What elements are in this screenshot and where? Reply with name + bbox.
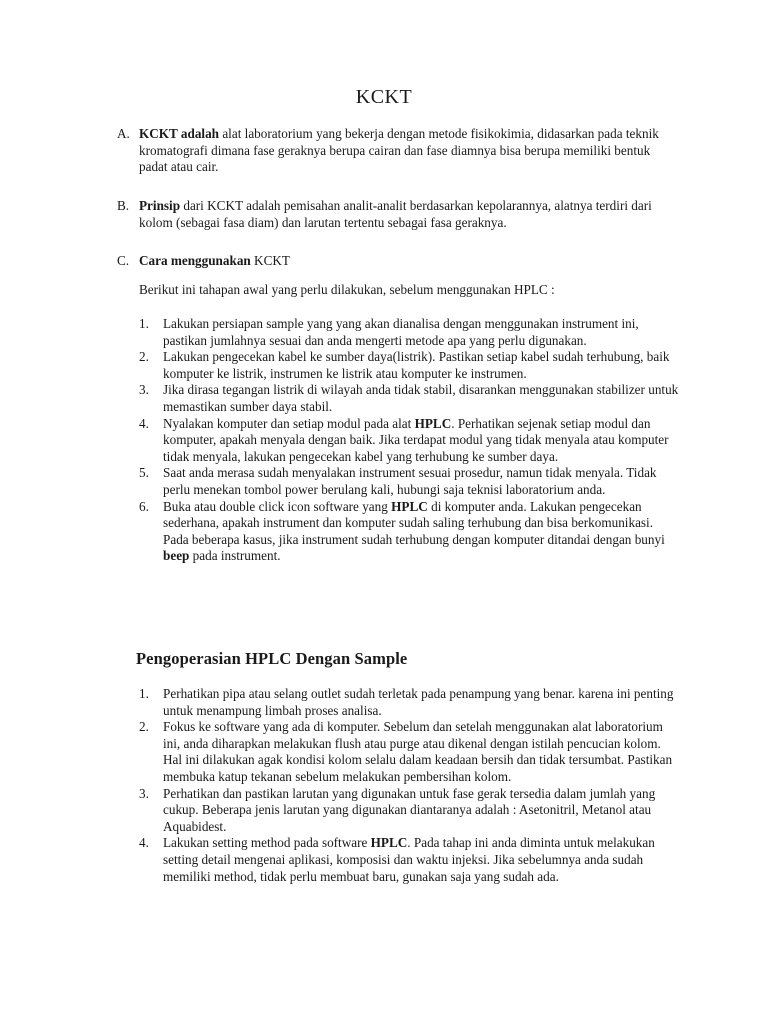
list-item-number: 3. [139,785,149,801]
list-item-bold-beep: beep [163,548,190,564]
section-a-bold: KCKT [139,126,178,141]
list-item-number: 5. [139,465,149,481]
section-c-steps [139,316,679,565]
list-item-number: 2. [139,719,149,735]
list-item [139,465,679,498]
list-item-number: 4. [139,835,149,851]
section-c-letter: C. [117,253,130,268]
section-a [117,126,677,176]
section-a-bold-2: adalah [177,126,220,141]
section-b-text [139,198,677,231]
list-item [139,786,679,836]
list-item-bold: HPLC [391,498,428,514]
list-item [139,835,679,885]
list-item [139,349,679,382]
list-item-text-rest: . Perhatikan sejenak setiap modul dan komputer, apakah menyala dengan baik. Jika terdapat modul yang tidak menyala atau komputer tidak menyala, lakukan pengecekan kabel yang terhubung ke sumber daya. [163,415,669,464]
list-item-number: 1. [139,316,149,331]
list-item [139,499,679,565]
list-item-number: 3. [139,382,149,398]
list-item [139,686,679,719]
list-item-text: Lakukan pengecekan kabel ke sumber daya(listrik). Pastikan setiap kabel sudah terhubung, baik komputer ke listrik, instrumen ke listrik atau komputer ke instrumen. [163,349,670,381]
list-item-text: Perhatikan dan pastikan larutan yang digunakan untuk fase gerak tersedia dalam jumlah yang cukup. Beberapa jenis larutan yang digunakan diantaranya adalah : Asetonitril, Metanol atau Aquabidest. [163,785,656,834]
list-item-bold: HPLC [414,415,452,431]
section-d-steps [139,686,679,885]
list-item-text-rest: . Pada tahap ini anda diminta untuk melakukan setting detail mengenai aplikasi, komposisi dan waktu injeksi. Jika sebelumnya anda sudah memiliki method, tidak perlu membuat baru, gunakan saja yang sudah ada. [163,835,655,884]
list-item-text-rest: di komputer anda. Lakukan pengecekan sederhana, apakah instrument dan komputer sudah saling terhubung dan bisa berkomunikasi. Pada beberapa kasus, jika instrument sudah terhubung dengan komputer ditandai dengan bunyi [163,498,665,547]
document-title: KCKT [355,86,413,108]
section-b-letter: B. [117,198,130,213]
section-b-body: pemisahan analit-analit berdasarkan kepolarannya, alatnya terdiri dari kolom (sebagai fasa diam) dan larutan tertentu sebagai fasa geraknya. [139,198,652,230]
section-a-text [139,126,677,176]
section-c [117,253,677,270]
section-heading: Pengoperasian HPLC Dengan Sample [136,649,408,668]
list-item-number: 1. [139,686,149,701]
list-item-text-end: pada instrument. [189,548,281,564]
section-c-heading [139,253,677,270]
section-b-bold: Prinsip [139,198,181,213]
list-item-text: Jika dirasa tegangan listrik di wilayah anda tidak stabil, disarankan menggunakan stabilizer untuk memastikan sumber daya stabil. [163,382,679,414]
section-c-intro: Berikut ini tahapan awal yang perlu dilakukan, sebelum menggunakan HPLC : [139,282,555,297]
section-a-letter: A. [117,126,130,141]
section-c-bold: Cara menggunakan [139,253,251,268]
section-b [117,198,677,231]
list-item [139,382,679,415]
list-item [139,719,679,785]
list-item-text: Buka atau double click icon software yang [163,498,392,514]
list-item-text: Lakukan setting method pada software [163,835,371,851]
list-item-number: 4. [139,415,149,431]
list-item [139,416,679,466]
list-item [139,316,679,349]
section-c-mid: KCKT [250,253,290,268]
list-item-text: Fokus ke software yang ada di komputer. Sebelum dan setelah menggunakan alat laboratorium ini, anda diharapkan melakukan flush atau purge atau dikenal dengan istilah pencucian kolom. Hal ini dilakukan agak kondisi kolom selalu dalam keadaan bersih dan tidak tersumbat. Pastikan membuka katup tekanan sebelum melakukan pembersihan kolom. [163,719,673,784]
section-b-mid: dari KCKT adalah [180,198,281,213]
list-item-number: 6. [139,498,149,514]
list-item-text: Saat anda merasa sudah menyalakan instrument sesuai prosedur, namun tidak menyala. Tidak perlu menekan tombol power berulang kali, hubungi saja teknisi laboratorium anda. [163,465,657,497]
list-item-bold: HPLC [370,835,408,851]
list-item-text: Nyalakan komputer dan setiap modul pada alat [163,415,415,431]
list-item-text: Lakukan persiapan sample yang yang akan dianalisa dengan menggunakan instrument ini, pastikan jumlahnya sesuai dan anda mengerti metode apa yang perlu digunakan. [163,316,639,348]
list-item-text: Perhatikan pipa atau selang outlet sudah terletak pada penampung yang benar. karena ini penting untuk menampung limbah proses analisa. [163,686,674,718]
section-a-body: alat laboratorium yang bekerja dengan metode fisikokimia, didasarkan pada teknik kromatografi dimana fase geraknya berupa cairan dan fase diamnya bisa berupa memiliki bentuk padat atau cair. [139,126,659,175]
list-item-number: 2. [139,349,149,365]
